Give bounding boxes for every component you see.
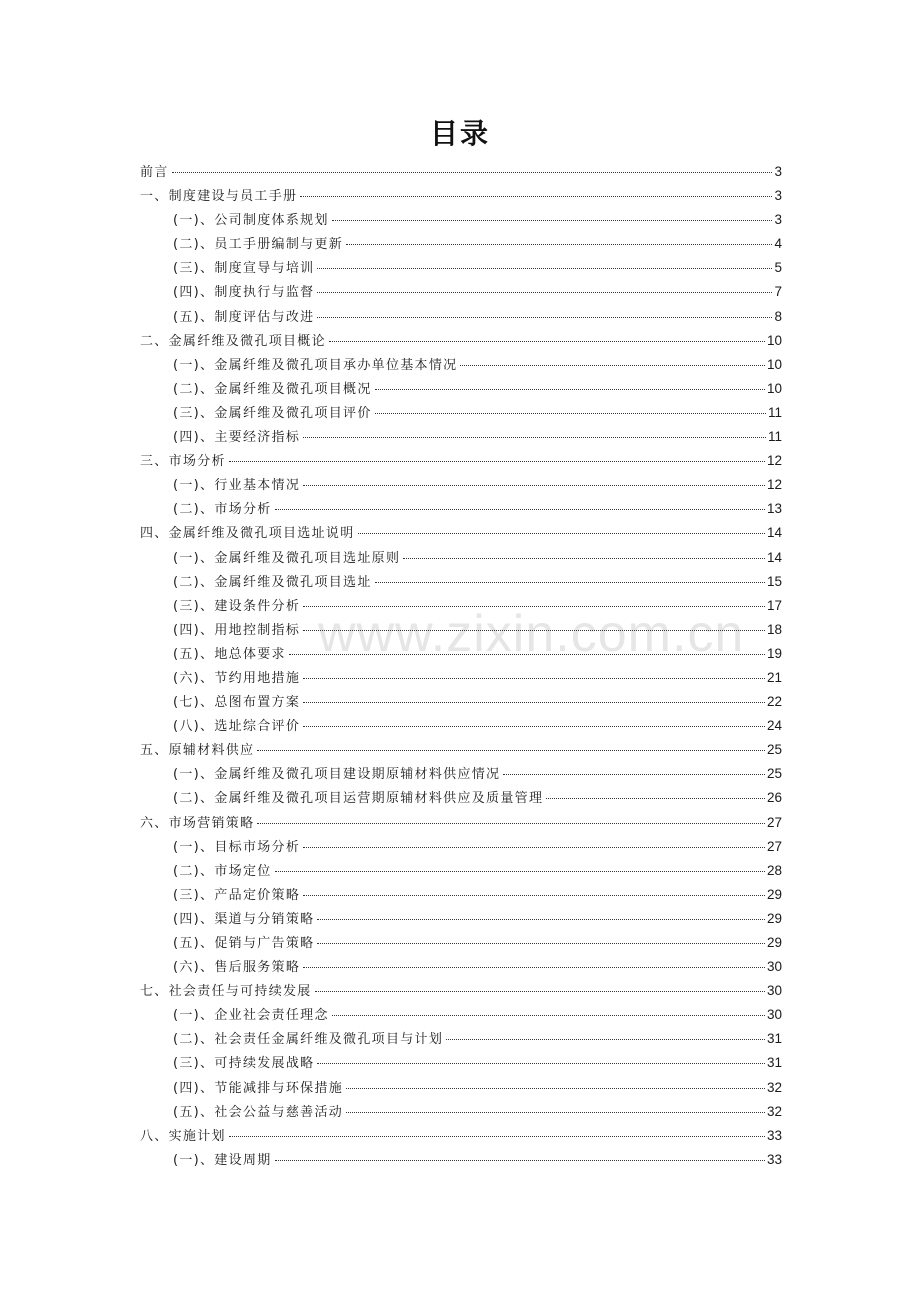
toc-entry-page-number: 25: [766, 766, 782, 782]
toc-entry-page-number: 18: [766, 621, 782, 637]
toc-entry[interactable]: [140, 329, 782, 353]
toc-entry[interactable]: [140, 666, 782, 690]
toc-entry[interactable]: [140, 955, 782, 979]
dot-leader: [317, 943, 765, 944]
dot-leader: [300, 196, 772, 197]
dot-leader: [303, 606, 765, 607]
toc-entry-title: (一)、建设周期: [173, 1152, 272, 1168]
toc-entry-page-number: 24: [766, 718, 782, 734]
toc-entry[interactable]: [140, 859, 782, 883]
toc-entry-title: 二、金属纤维及微孔项目概论: [140, 333, 326, 349]
toc-entry[interactable]: [140, 1076, 782, 1100]
page-title: 目录: [429, 117, 490, 150]
toc-entry[interactable]: [140, 931, 782, 955]
toc-entry-title: (七)、总图布置方案: [173, 695, 301, 711]
toc-entry-page-number: 13: [766, 501, 782, 517]
toc-entry-title: (四)、制度执行与监督: [173, 285, 315, 301]
toc-entry-title: (一)、公司制度体系规划: [173, 213, 329, 229]
toc-entry-title: (二)、员工手册编制与更新: [173, 237, 344, 253]
toc-entry-page-number: 11: [767, 404, 782, 420]
toc-entry-page-number: 22: [766, 694, 782, 710]
dot-leader: [346, 1088, 765, 1089]
dot-leader: [317, 317, 772, 318]
dot-leader: [275, 509, 765, 510]
dot-leader: [172, 172, 773, 173]
toc-entry-page-number: 3: [774, 164, 782, 179]
dot-leader: [303, 847, 765, 848]
toc-entry-page-number: 26: [766, 790, 782, 806]
dot-leader: [503, 774, 765, 775]
toc-entry-title: (三)、建设条件分析: [173, 598, 301, 614]
toc-entry-page-number: 19: [766, 645, 782, 661]
dot-leader: [257, 823, 765, 824]
dot-leader: [229, 1136, 765, 1137]
toc-entry-title: (二)、金属纤维及微孔项目概况: [173, 381, 372, 397]
toc-entry-page-number: 4: [774, 236, 782, 252]
toc-entry[interactable]: [140, 786, 782, 810]
toc-entry-title: (二)、市场定位: [173, 863, 272, 879]
toc-entry-page-number: 10: [766, 332, 782, 348]
toc-entry-page-number: 8: [774, 308, 782, 324]
toc-entry-page-number: 32: [766, 1079, 782, 1095]
toc-entry-title: (一)、行业基本情况: [173, 478, 301, 494]
toc-entry-page-number: 29: [766, 935, 782, 950]
toc-entry[interactable]: [140, 473, 782, 497]
toc-entry-page-number: 29: [766, 910, 782, 926]
dot-leader: [332, 1015, 765, 1016]
toc-entry[interactable]: [140, 256, 782, 280]
toc-entry-page-number: 30: [766, 959, 782, 975]
dot-leader: [229, 461, 765, 462]
toc-entry-page-number: 11: [767, 429, 782, 445]
toc-entry-title: (四)、渠道与分销策略: [173, 911, 315, 927]
toc-entry-title: (六)、售后服务策略: [173, 960, 301, 976]
toc-entry[interactable]: [140, 208, 782, 232]
toc-entry-page-number: 3: [774, 188, 782, 204]
toc-entry-page-number: 31: [766, 1055, 782, 1071]
toc-entry-title: (三)、制度宣导与培训: [173, 261, 315, 277]
dot-leader: [375, 413, 766, 414]
toc-entry[interactable]: [140, 546, 782, 570]
watermark: www.zixin.com.cn: [318, 605, 745, 663]
toc-entry[interactable]: [140, 353, 782, 377]
toc-entry-title: (一)、金属纤维及微孔项目承办单位基本情况: [173, 357, 458, 373]
toc-entry-title: (二)、市场分析: [173, 502, 272, 518]
toc-entry-title: (三)、金属纤维及微孔项目评价: [173, 405, 372, 421]
table-of-contents: [140, 160, 782, 1172]
toc-entry-title: (四)、用地控制指标: [173, 622, 301, 638]
toc-entry[interactable]: [140, 521, 782, 545]
dot-leader: [375, 582, 765, 583]
toc-entry-title: (五)、促销与广告策略: [173, 936, 315, 951]
dot-leader: [446, 1039, 765, 1040]
toc-entry-title: (四)、节能减排与环保措施: [173, 1080, 344, 1096]
toc-entry-title: (三)、可持续发展战略: [173, 1056, 315, 1072]
toc-entry[interactable]: [140, 618, 782, 642]
dot-leader: [329, 341, 765, 342]
dot-leader: [358, 533, 765, 534]
toc-entry-page-number: 14: [766, 549, 782, 565]
toc-entry-title: 前言: [140, 165, 169, 180]
toc-entry[interactable]: [140, 811, 782, 835]
toc-entry[interactable]: [140, 1124, 782, 1148]
toc-entry[interactable]: [140, 425, 782, 449]
toc-entry-page-number: 27: [766, 814, 782, 830]
toc-entry-title: (二)、金属纤维及微孔项目选址: [173, 574, 372, 590]
toc-entry-page-number: 17: [766, 597, 782, 613]
dot-leader: [303, 726, 765, 727]
toc-entry[interactable]: [140, 401, 782, 425]
toc-entry[interactable]: [140, 280, 782, 304]
dot-leader: [275, 871, 765, 872]
toc-entry[interactable]: [140, 497, 782, 521]
toc-entry[interactable]: [140, 232, 782, 256]
toc-entry-title: 四、金属纤维及微孔项目选址说明: [140, 526, 355, 542]
dot-leader: [403, 558, 765, 559]
dot-leader: [375, 389, 765, 390]
toc-entry-title: (一)、金属纤维及微孔项目选址原则: [173, 550, 401, 566]
toc-entry[interactable]: [140, 883, 782, 907]
toc-entry-title: (五)、制度评估与改进: [173, 309, 315, 325]
dot-leader: [332, 220, 773, 221]
toc-entry[interactable]: [140, 1051, 782, 1075]
toc-entry[interactable]: [140, 570, 782, 594]
dot-leader: [303, 437, 766, 438]
toc-entry[interactable]: [140, 184, 782, 208]
toc-entry[interactable]: [140, 762, 782, 786]
toc-entry-page-number: 3: [774, 212, 782, 228]
toc-entry-page-number: 31: [766, 1031, 782, 1047]
toc-entry[interactable]: [140, 305, 782, 329]
toc-entry-title: (五)、地总体要求: [173, 646, 286, 662]
toc-entry-page-number: 12: [766, 453, 782, 469]
dot-leader: [346, 1112, 765, 1113]
toc-entry-title: (一)、企业社会责任理念: [173, 1008, 329, 1024]
toc-entry-title: (四)、主要经济指标: [173, 430, 301, 446]
toc-entry[interactable]: [140, 979, 782, 1003]
dot-leader: [303, 967, 765, 968]
toc-entry[interactable]: [140, 449, 782, 473]
toc-entry[interactable]: [140, 835, 782, 859]
toc-entry-page-number: 25: [766, 742, 782, 758]
toc-entry-title: 一、制度建设与员工手册: [140, 189, 298, 205]
dot-leader: [303, 630, 765, 631]
toc-entry[interactable]: [140, 377, 782, 401]
toc-entry[interactable]: [140, 594, 782, 618]
toc-entry-page-number: 27: [766, 838, 782, 854]
toc-entry-page-number: 28: [766, 862, 782, 878]
toc-entry[interactable]: [140, 1027, 782, 1051]
toc-entry-title: (二)、金属纤维及微孔项目运营期原辅材料供应及质量管理: [173, 791, 544, 807]
toc-entry[interactable]: [140, 160, 782, 184]
toc-entry-page-number: 30: [766, 1007, 782, 1023]
toc-entry-page-number: 33: [766, 1127, 782, 1143]
dot-leader: [303, 702, 765, 703]
dot-leader: [317, 919, 765, 920]
toc-entry-title: 三、市场分析: [140, 454, 226, 470]
toc-entry-title: (三)、产品定价策略: [173, 887, 301, 903]
toc-entry-title: (一)、金属纤维及微孔项目建设期原辅材料供应情况: [173, 767, 501, 783]
dot-leader: [315, 991, 765, 992]
toc-entry-title: 八、实施计划: [140, 1128, 226, 1144]
toc-entry-page-number: 10: [766, 380, 782, 396]
toc-entry[interactable]: [140, 690, 782, 714]
dot-leader: [257, 750, 765, 751]
toc-entry-page-number: 5: [774, 260, 782, 276]
toc-entry-page-number: 32: [766, 1103, 782, 1119]
toc-entry-title: 六、市场营销策略: [140, 815, 255, 831]
dot-leader: [346, 244, 772, 245]
toc-entry-title: 七、社会责任与可持续发展: [140, 984, 312, 1000]
toc-entry-page-number: 29: [766, 886, 782, 902]
toc-entry-title: (六)、节约用地措施: [173, 670, 301, 686]
toc-entry-title: (一)、目标市场分析: [173, 839, 301, 855]
toc-entry[interactable]: [140, 1100, 782, 1124]
toc-entry-title: (二)、社会责任金属纤维及微孔项目与计划: [173, 1032, 444, 1048]
toc-entry-title: (八)、选址综合评价: [173, 719, 301, 735]
toc-entry-page-number: 7: [774, 284, 782, 300]
toc-entry-page-number: 21: [766, 669, 782, 685]
toc-entry-page-number: 10: [766, 356, 782, 372]
dot-leader: [289, 654, 765, 655]
toc-entry[interactable]: [140, 714, 782, 738]
toc-entry[interactable]: [140, 1003, 782, 1027]
toc-entry-page-number: 14: [766, 525, 782, 541]
dot-leader: [317, 268, 772, 269]
toc-entry-page-number: 15: [766, 573, 782, 589]
dot-leader: [317, 292, 772, 293]
toc-entry-page-number: 33: [766, 1151, 782, 1167]
dot-leader: [303, 678, 765, 679]
dot-leader: [317, 1063, 765, 1064]
toc-entry-page-number: 30: [766, 983, 782, 999]
dot-leader: [303, 895, 765, 896]
toc-entry-title: 五、原辅材料供应: [140, 743, 255, 759]
toc-entry-title: (五)、社会公益与慈善活动: [173, 1104, 344, 1120]
dot-leader: [275, 1160, 765, 1161]
toc-entry[interactable]: [140, 642, 782, 666]
toc-entry-page-number: 12: [766, 477, 782, 493]
toc-entry[interactable]: [140, 1148, 782, 1172]
toc-entry[interactable]: [140, 907, 782, 931]
toc-entry[interactable]: [140, 738, 782, 762]
dot-leader: [303, 485, 765, 486]
dot-leader: [460, 365, 765, 366]
dot-leader: [546, 798, 765, 799]
